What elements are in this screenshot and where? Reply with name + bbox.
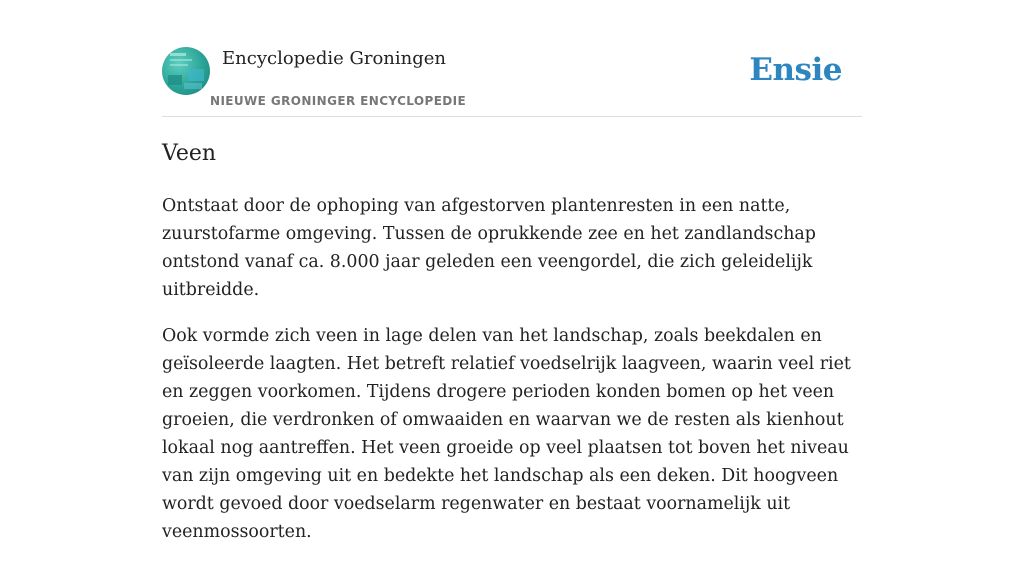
publication-subtitle: NIEUWE GRONINGER ENCYCLOPEDIE	[210, 94, 467, 108]
publication-avatar[interactable]	[162, 47, 210, 95]
encyclopedia-cover-icon	[162, 47, 210, 95]
article-paragraph: Ook vormde zich veen in lage delen van het landschap, zoals beekdalen en geïsoleerde laagten. Het betreft relatief voedselrijk laagveen, waarin veel riet en zeggen voorkomen. Tijdens drogere perioden konden bomen op het veen groeien, die verdronken of omwaaiden en waarvan we de resten als kienhout lokaal nog aantreffen. Het veen groeide op veel plaatsen tot boven het niveau van zijn omgeving uit en bedekte het landschap als een deken. Dit hoogveen wordt gevoed door voedselarm regenwater en bestaat voornamelijk uit veenmossoorten.	[162, 326, 851, 542]
article-title: Veen	[162, 141, 217, 166]
article-body	[162, 192, 862, 564]
publication-title[interactable]: Encyclopedie Groningen	[222, 48, 447, 69]
publication-header	[162, 44, 862, 117]
brand-logo[interactable]: Ensie	[749, 52, 842, 88]
article-paragraph: Ontstaat door de ophoping van afgestorven plantenresten in een natte, zuurstofarme omgeving. Tussen de oprukkende zee en het zandlandschap ontstond vanaf ca. 8.000 jaar geleden een veengordel, die zich geleidelijk uitbreidde.	[162, 196, 816, 300]
